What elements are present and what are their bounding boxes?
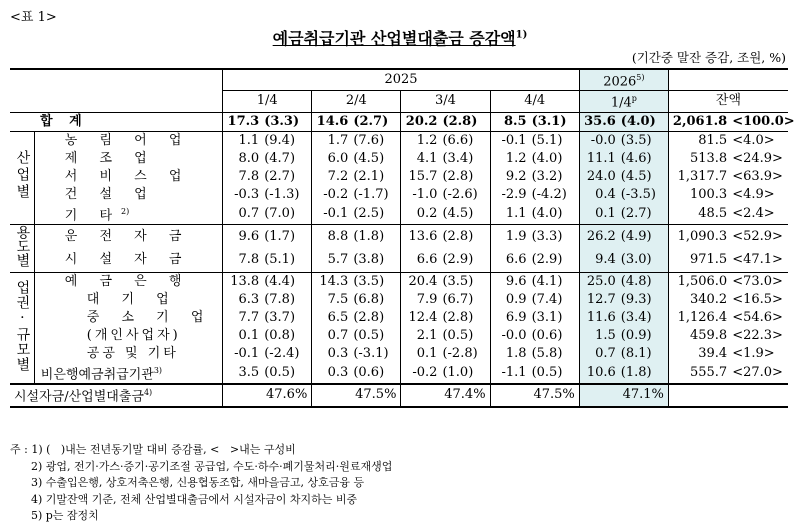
growth-rate-cell: (3.5) — [620, 131, 669, 150]
ratio-row — [10, 384, 788, 406]
growth-rate-cell: (3.4) — [441, 150, 490, 168]
share-cell: <16.5> — [732, 291, 783, 307]
change-cell: -2.9 — [501, 186, 527, 202]
growth-rate-cell: (4.0) — [531, 150, 580, 168]
title-note: 1) — [515, 29, 528, 41]
q4-2025: 4/4 — [490, 91, 579, 112]
row-label — [34, 168, 222, 186]
growth-rate-cell: (2.9) — [441, 248, 490, 272]
growth-rate-cell: (3.4) — [620, 309, 669, 327]
row-label-text: 건 설 업 — [64, 186, 156, 202]
growth-rate-cell: (9.3) — [620, 291, 669, 309]
change-cell: 4.1 — [416, 150, 438, 166]
header-year-row — [10, 69, 788, 91]
growth-rate-cell: (3.5) — [441, 272, 490, 291]
growth-rate-cell: (7.0) — [263, 204, 312, 225]
growth-rate-cell: (6.7) — [441, 291, 490, 309]
growth-rate-cell: (3.7) — [263, 309, 312, 327]
growth-rate-cell: (2.1) — [352, 168, 401, 186]
balance-header: 잔액 — [668, 91, 788, 112]
share-cell: <47.1> — [731, 248, 788, 272]
growth-rate-cell: (1.0) — [441, 363, 490, 384]
change-cell: 7.7 — [238, 309, 260, 325]
change-cell: 26.2 — [579, 224, 620, 248]
growth-rate-cell: (0.9) — [620, 327, 669, 345]
ratio-cell: 47.6% — [223, 384, 312, 406]
change-cell: 35.6 — [579, 112, 620, 131]
growth-rate-cell: (4.5) — [620, 168, 669, 186]
table-row — [10, 309, 788, 327]
balance-cell: 1,317.7 — [677, 168, 728, 184]
row-label-note: 3) — [153, 365, 163, 375]
growth-rate-cell: (7.8) — [263, 291, 312, 309]
growth-rate-cell: (-3.1) — [352, 345, 401, 363]
growth-rate-cell: (5.1) — [263, 248, 312, 272]
growth-rate-cell: (4.1) — [531, 272, 580, 291]
change-cell: -0.3 — [234, 186, 260, 202]
change-cell: 0.7 — [327, 327, 349, 343]
table-row — [10, 248, 788, 272]
table-row — [10, 327, 788, 345]
row-label — [34, 150, 222, 168]
growth-rate-cell: (6.6) — [441, 131, 490, 150]
growth-rate-cell: (2.8) — [441, 112, 490, 131]
change-cell: 9.4 — [579, 248, 620, 272]
table-row — [10, 204, 788, 225]
balance-cell: 39.4 — [698, 345, 728, 361]
balance-cell: 81.5 — [698, 132, 728, 148]
balance-cell: 555.7 — [668, 363, 731, 384]
balance-cell: 513.8 — [689, 150, 728, 166]
change-cell: 6.5 — [327, 309, 349, 325]
group-label-text: 산업별 — [14, 149, 31, 201]
balance-cell: 48.5 — [668, 204, 731, 225]
growth-rate-cell: (2.7) — [352, 112, 401, 131]
q1-2025: 1/4 — [223, 91, 312, 112]
share-cell: <54.6> — [732, 309, 783, 325]
title-text: 예금취급기관 산업별대출금 증감액 — [272, 29, 516, 48]
change-cell: 1.1 — [238, 132, 260, 148]
change-cell: -0.1 — [312, 204, 353, 225]
row-label-text: 대 기 업 — [86, 291, 178, 307]
footnotes — [10, 442, 392, 525]
table-row — [10, 168, 788, 186]
growth-rate-cell: (2.9) — [531, 248, 580, 272]
growth-rate-cell: (4.4) — [263, 272, 312, 291]
change-cell: 1.1 — [490, 204, 531, 225]
change-cell: -0.1 — [234, 345, 260, 361]
growth-rate-cell: (3.0) — [620, 248, 669, 272]
group-label-text: 업권·규모별 — [14, 279, 31, 372]
table-row — [10, 345, 788, 363]
group-label-business — [10, 272, 34, 384]
row-label-text: 비은행예금취급기관 — [40, 367, 154, 383]
growth-rate-cell: (-3.5) — [620, 186, 669, 204]
change-cell: 17.3 — [223, 112, 264, 131]
growth-rate-cell: (6.8) — [352, 291, 401, 309]
growth-rate-cell: (3.2) — [531, 168, 580, 186]
row-label-text: 공공 및 기타 — [86, 345, 179, 361]
share-cell: <4.9> — [732, 186, 775, 202]
q2-2025: 2/4 — [312, 91, 401, 112]
share-cell: <100.0> — [731, 112, 788, 131]
change-cell: 20.4 — [408, 273, 438, 289]
row-label — [34, 345, 222, 363]
table-row — [10, 186, 788, 204]
balance-cell: 1,126.4 — [677, 309, 728, 325]
page-title — [0, 26, 800, 49]
change-cell: 0.1 — [238, 327, 260, 343]
growth-rate-cell: (9.4) — [263, 131, 312, 150]
table-row — [10, 224, 788, 248]
growth-rate-cell: (2.8) — [441, 224, 490, 248]
year-2026: 2026$^{5)}$ — [579, 69, 668, 91]
change-cell: 0.4 — [579, 186, 620, 204]
unit-label: (기간중 말잔 증감, 조원, %) — [631, 50, 786, 65]
row-label — [34, 363, 222, 384]
change-cell: 0.3 — [312, 363, 353, 384]
change-cell: 7.8 — [223, 248, 264, 272]
growth-rate-cell: (3.5) — [352, 272, 401, 291]
row-label-text: 예 금 은 행 — [64, 273, 191, 289]
growth-rate-cell: (-2.4) — [263, 345, 312, 363]
row-label-text: 농 림 어 업 — [64, 132, 191, 148]
balance-cell: 340.2 — [689, 291, 728, 307]
growth-rate-cell: (5.8) — [531, 345, 580, 363]
row-label — [34, 291, 222, 309]
row-label-text: 시설자금/산업별대출금 — [14, 389, 144, 405]
growth-rate-cell: (1.7) — [263, 224, 312, 248]
change-cell: 11.1 — [579, 150, 620, 168]
change-cell: 0.9 — [505, 291, 527, 307]
growth-rate-cell: (4.0) — [531, 204, 580, 225]
change-cell: 12.7 — [579, 291, 620, 309]
growth-rate-cell: (7.4) — [531, 291, 580, 309]
change-cell: 9.2 — [505, 168, 527, 184]
growth-rate-cell: (4.6) — [620, 150, 669, 168]
growth-rate-cell: (4.9) — [620, 224, 669, 248]
growth-rate-cell: (0.5) — [352, 327, 401, 345]
share-cell: <22.3> — [732, 327, 783, 343]
footnote-line: 3) 수출입은행, 상호저축은행, 신용협동조합, 새마을금고, 상호금융 등 — [10, 476, 365, 489]
ratio-cell: 47.4% — [401, 384, 490, 406]
change-cell: 6.0 — [327, 150, 349, 166]
row-label — [34, 204, 222, 225]
table-row — [10, 150, 788, 168]
growth-rate-cell: (-2.6) — [441, 186, 490, 204]
share-cell: <63.9> — [732, 168, 783, 184]
row-label — [34, 309, 222, 327]
footnote-line: 4) 기말잔액 기준, 전체 산업별대출금에서 시설자금이 차지하는 비중 — [10, 492, 358, 506]
change-cell: 6.6 — [401, 248, 442, 272]
growth-rate-cell: (-4.2) — [531, 186, 580, 204]
row-label-text: 운 전 자 금 — [64, 228, 191, 244]
year-2025: 2025 — [223, 69, 580, 91]
growth-rate-cell: (4.5) — [441, 204, 490, 225]
change-cell: 0.2 — [401, 204, 442, 225]
table-row — [10, 363, 788, 384]
balance-cell: 2,061.8 — [668, 112, 731, 131]
change-cell: 3.5 — [223, 363, 264, 384]
ratio-cell: 47.1% — [579, 384, 668, 406]
change-cell: 8.8 — [327, 228, 349, 244]
growth-rate-cell: (-1.7) — [352, 186, 401, 204]
change-cell: 9.6 — [505, 273, 527, 289]
change-cell: 8.0 — [238, 150, 260, 166]
change-cell: 24.0 — [579, 168, 620, 186]
growth-rate-cell: (-2.8) — [441, 345, 490, 363]
footnote-line: 주 : 1) ( )내는 전년동기말 대비 증감률, < >내는 구성비 — [10, 443, 296, 456]
footnote-line: 5) p는 잠정치 — [10, 509, 99, 522]
growth-rate-cell: (3.3) — [263, 112, 312, 131]
table-row — [10, 272, 788, 291]
change-cell: 2.1 — [416, 327, 438, 343]
growth-rate-cell: (2.5) — [352, 204, 401, 225]
change-cell: 12.4 — [408, 309, 438, 325]
growth-rate-cell: (2.8) — [441, 168, 490, 186]
growth-rate-cell: (0.6) — [352, 363, 401, 384]
row-label — [34, 131, 222, 150]
row-label-text: (개인사업자) — [86, 327, 181, 343]
change-cell: 15.7 — [408, 168, 438, 184]
change-cell: 1.9 — [505, 228, 527, 244]
growth-rate-cell: (-1.3) — [263, 186, 312, 204]
growth-rate-cell: (0.5) — [441, 327, 490, 345]
growth-rate-cell: (5.1) — [531, 131, 580, 150]
q1-2026: 1/4$^p$ — [579, 91, 668, 112]
change-cell: 7.5 — [327, 291, 349, 307]
share-cell: <24.9> — [732, 150, 783, 166]
growth-rate-cell: (2.8) — [352, 309, 401, 327]
footnote-line: 2) 광업, 전기·가스·증기·공기조절 공급업, 수도·하수·폐기물처리·원료재생업 — [10, 459, 393, 473]
row-label-text: 시 설 자 금 — [64, 252, 191, 268]
growth-rate-cell: (2.7) — [263, 168, 312, 186]
growth-rate-cell: (0.5) — [263, 363, 312, 384]
growth-rate-cell: (4.5) — [352, 150, 401, 168]
growth-rate-cell: (3.1) — [531, 112, 580, 131]
growth-rate-cell: (4.0) — [620, 112, 669, 131]
change-cell: -1.0 — [412, 186, 438, 202]
change-cell: 1.2 — [505, 150, 527, 166]
growth-rate-cell: (0.8) — [263, 327, 312, 345]
row-label — [10, 384, 223, 406]
loan-table — [10, 68, 795, 408]
change-cell: 7.8 — [238, 168, 260, 184]
share-cell: <52.9> — [732, 228, 783, 244]
change-cell: -0.1 — [501, 132, 527, 148]
balance-cell: 1,090.3 — [677, 228, 728, 244]
table-row — [10, 131, 788, 150]
row-label-text: 서 비 스 업 — [64, 168, 191, 184]
change-cell: 1.8 — [505, 345, 527, 361]
total-row — [10, 112, 788, 131]
row-label — [34, 186, 222, 204]
growth-rate-cell: (2.8) — [441, 309, 490, 327]
growth-rate-cell: (4.7) — [263, 150, 312, 168]
change-cell: 6.6 — [490, 248, 531, 272]
ratio-cell: 47.5% — [490, 384, 579, 406]
change-cell: -0.2 — [323, 186, 349, 202]
row-label-text: 합 계 — [40, 113, 88, 129]
change-cell: 20.2 — [401, 112, 442, 131]
growth-rate-cell: (7.6) — [352, 131, 401, 150]
share-cell: <27.0> — [731, 363, 788, 384]
growth-rate-cell: (3.1) — [531, 309, 580, 327]
change-cell: 7.2 — [327, 168, 349, 184]
change-cell: 7.9 — [416, 291, 438, 307]
change-cell: 0.1 — [416, 345, 438, 361]
balance-cell: 1,506.0 — [677, 273, 728, 289]
change-cell: 0.7 — [579, 345, 620, 363]
share-cell: <73.0> — [732, 273, 783, 289]
change-cell: 8.5 — [490, 112, 531, 131]
table-label: <표 1> — [10, 10, 57, 25]
growth-rate-cell: (3.3) — [531, 224, 580, 248]
change-cell: 0.1 — [579, 204, 620, 225]
row-label-note: 2) — [121, 206, 130, 216]
change-cell: 0.3 — [327, 345, 349, 361]
change-cell: -0.0 — [579, 131, 620, 150]
change-cell: 11.6 — [579, 309, 620, 327]
change-cell: 1.5 — [579, 327, 620, 345]
change-cell: 0.7 — [223, 204, 264, 225]
change-cell: 14.6 — [312, 112, 353, 131]
growth-rate-cell: (3.8) — [352, 248, 401, 272]
row-label — [34, 327, 222, 345]
row-label — [10, 112, 223, 131]
balance-cell: 459.8 — [689, 327, 728, 343]
row-label — [34, 248, 222, 272]
group-label-industry — [10, 131, 34, 224]
growth-rate-cell: (1.8) — [620, 363, 669, 384]
group-label-purpose — [10, 224, 34, 272]
change-cell: 25.0 — [579, 272, 620, 291]
growth-rate-cell: (8.1) — [620, 345, 669, 363]
change-cell: 14.3 — [319, 273, 349, 289]
row-label — [34, 224, 222, 248]
change-cell: 9.6 — [238, 228, 260, 244]
row-label-note: 4) — [143, 388, 153, 398]
row-label — [34, 272, 222, 291]
growth-rate-cell: (4.8) — [620, 272, 669, 291]
growth-rate-cell: (1.8) — [352, 224, 401, 248]
change-cell: -1.1 — [490, 363, 531, 384]
share-cell: <1.9> — [732, 345, 775, 361]
change-cell: 1.2 — [416, 132, 438, 148]
row-label-text: 기 타 — [64, 207, 122, 223]
change-cell: 10.6 — [579, 363, 620, 384]
change-cell: -0.0 — [501, 327, 527, 343]
change-cell: 6.9 — [505, 309, 527, 325]
change-cell: 13.8 — [230, 273, 260, 289]
share-cell: <4.0> — [732, 132, 775, 148]
change-cell: 5.7 — [312, 248, 353, 272]
growth-rate-cell: (0.6) — [531, 327, 580, 345]
row-label-text: 제 조 업 — [64, 150, 156, 166]
share-cell: <2.4> — [731, 204, 788, 225]
q3-2025: 3/4 — [401, 91, 490, 112]
change-cell: 6.3 — [238, 291, 260, 307]
balance-cell: 971.5 — [668, 248, 731, 272]
growth-rate-cell: (2.7) — [620, 204, 669, 225]
empty-cell — [668, 384, 788, 406]
growth-rate-cell: (0.5) — [531, 363, 580, 384]
group-label-text: 용도별 — [14, 224, 31, 267]
balance-cell: 100.3 — [689, 186, 728, 202]
table-row — [10, 291, 788, 309]
change-cell: 1.7 — [327, 132, 349, 148]
change-cell: 13.6 — [408, 228, 438, 244]
row-label-text: 중 소 기 업 — [86, 309, 213, 325]
change-cell: -0.2 — [401, 363, 442, 384]
ratio-cell: 47.5% — [312, 384, 401, 406]
